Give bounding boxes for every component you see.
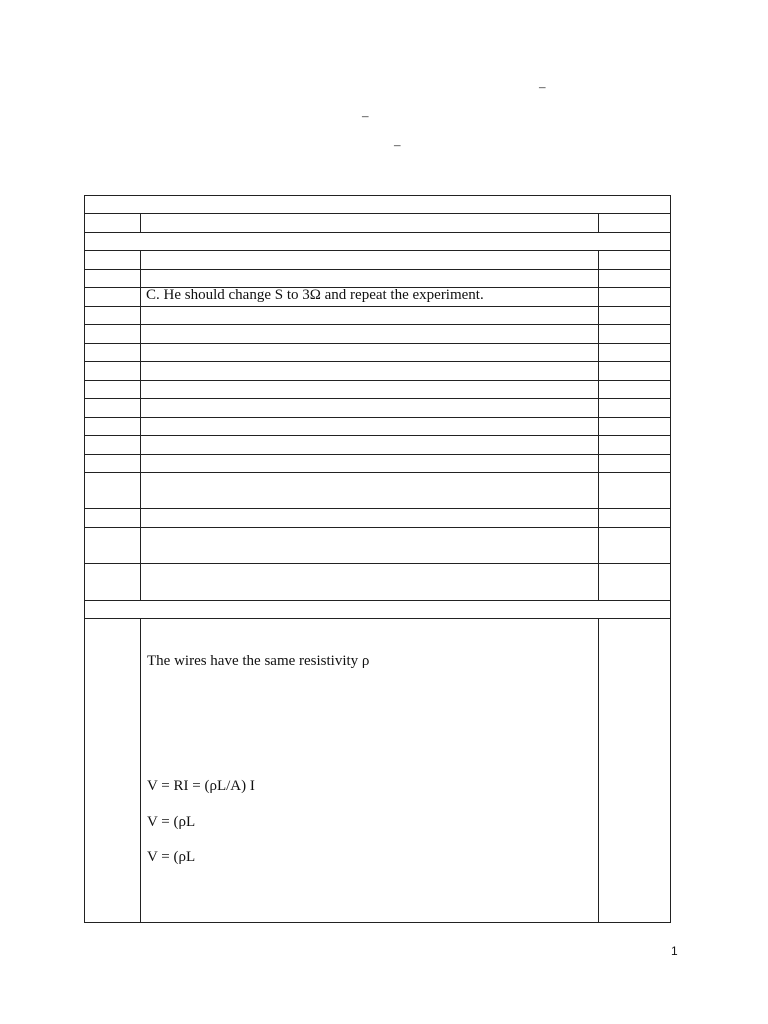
row-line — [84, 435, 671, 436]
row-c-answer: C. He should change S to 3Ω and repeat the experiment. — [146, 287, 484, 303]
answer-line-3: V = (ρL — [147, 814, 196, 830]
row-line — [84, 454, 671, 455]
col-line-left — [140, 213, 141, 232]
row-line — [84, 417, 671, 418]
row-line — [84, 269, 671, 270]
answer-line-1: The wires have the same resistivity ρ — [147, 653, 370, 669]
row-line — [84, 527, 671, 528]
col-line-left — [140, 250, 141, 600]
row-line — [84, 213, 671, 214]
row-line — [84, 361, 671, 362]
col-line-right — [598, 618, 599, 923]
row-line — [84, 508, 671, 509]
row-line — [84, 306, 671, 307]
answer-line-4: V = (ρL — [147, 849, 196, 865]
page-number: 1 — [671, 944, 678, 958]
col-line-right — [598, 250, 599, 600]
row-line — [84, 618, 671, 619]
row-line — [84, 472, 671, 473]
row-line — [84, 563, 671, 564]
row-line — [84, 250, 671, 251]
row-line — [84, 398, 671, 399]
row-line — [84, 324, 671, 325]
row-line — [84, 380, 671, 381]
header-mark-2: – — [362, 108, 369, 123]
col-line-left — [140, 618, 141, 923]
row-line — [84, 343, 671, 344]
header-mark-3: – — [394, 137, 401, 152]
header-mark-1: – — [539, 79, 546, 94]
answer-line-2: V = RI = (ρL/A) I — [147, 778, 255, 794]
col-line-right — [598, 213, 599, 232]
row-line — [84, 600, 671, 601]
row-line — [84, 232, 671, 233]
